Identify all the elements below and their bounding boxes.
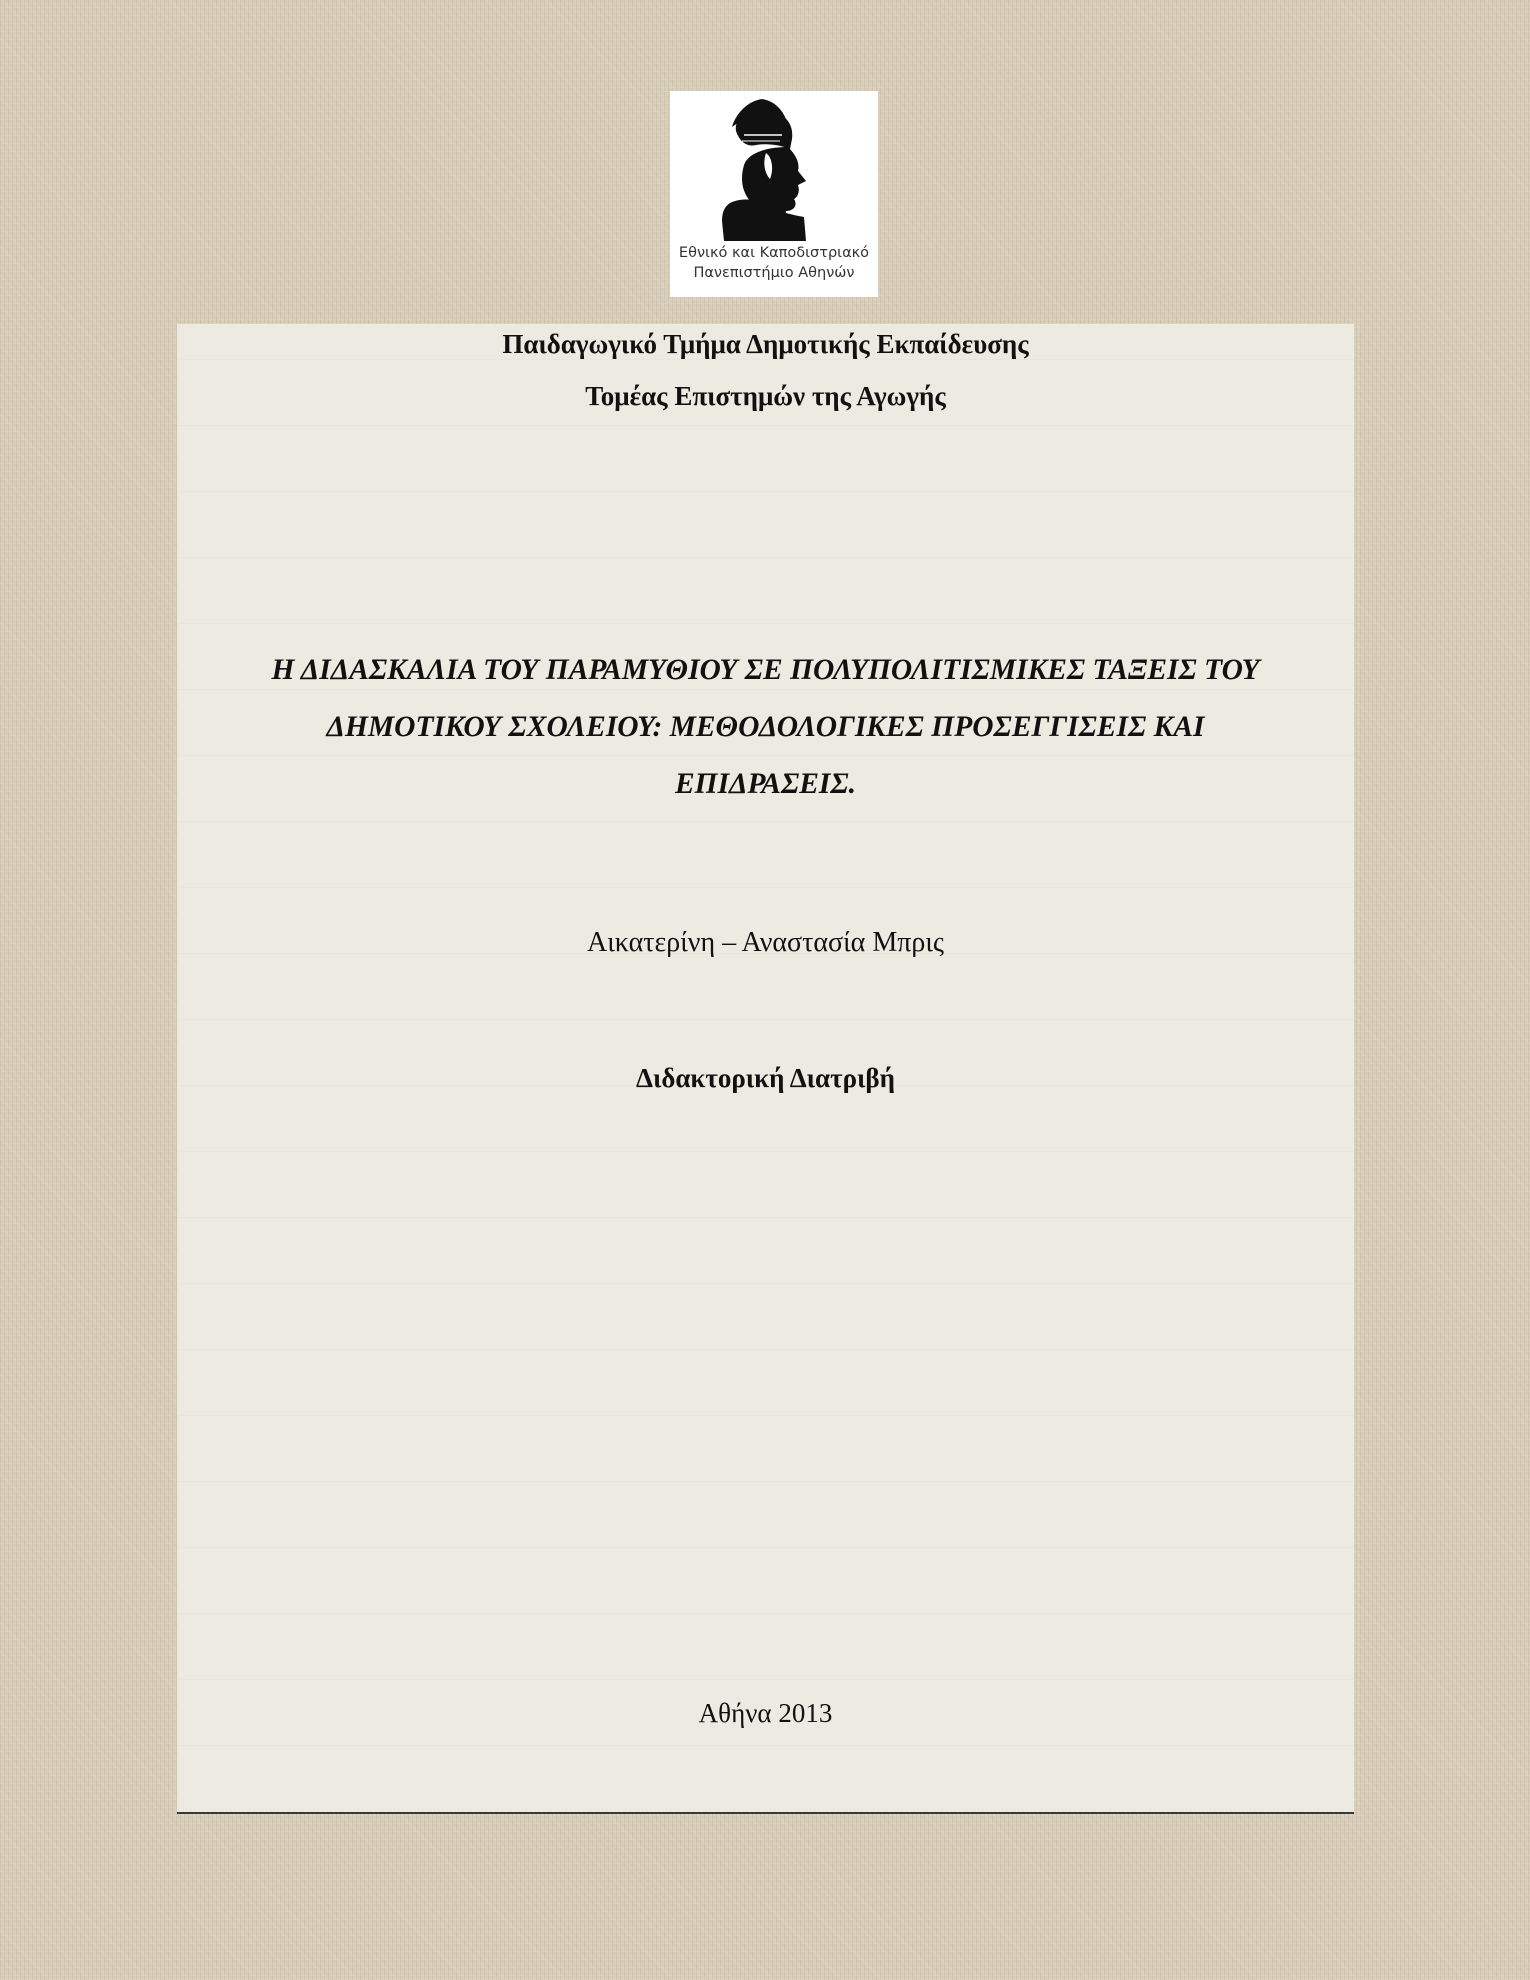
university-logo [670, 91, 878, 297]
thesis-title-line-2: ΔΗΜΟΤΙΚΟΥ ΣΧΟΛΕΙΟΥ: ΜΕΘΟΔΟΛΟΓΙΚΕΣ ΠΡΟΣΕΓΓΙΣΕΙΣ ΚΑΙ [326, 711, 1205, 743]
logo-text-line2: Πανεπιστήμιο Αθηνών [693, 265, 855, 281]
athena-helmet-head-icon [670, 91, 878, 241]
department-heading: Παιδαγωγικό Τμήμα Δημοτικής Εκπαίδευσης [502, 329, 1029, 359]
logo-text-line1: Εθνικό και Καποδιστριακό [678, 245, 870, 261]
cover-sheet [177, 324, 1354, 1814]
author-name: Αικατερίνη – Αναστασία Μπρις [587, 927, 944, 958]
thesis-title-line-1: Η ΔΙΔΑΣΚΑΛΙΑ ΤΟΥ ΠΑΡΑΜΥΘΙΟΥ ΣΕ ΠΟΛΥΠΟΛΙΤΙΣΜΙΚΕΣ ΤΑΞΕΙΣ ΤΟΥ [271, 654, 1260, 686]
place-year: Αθήνα 2013 [698, 1698, 833, 1728]
sector-heading: Τομέας Επιστημών της Αγωγής [585, 381, 946, 411]
document-type: Διδακτορική Διατριβή [636, 1063, 895, 1093]
thesis-title-line-3: ΕΠΙΔΡΑΣΕΙΣ. [674, 768, 857, 800]
